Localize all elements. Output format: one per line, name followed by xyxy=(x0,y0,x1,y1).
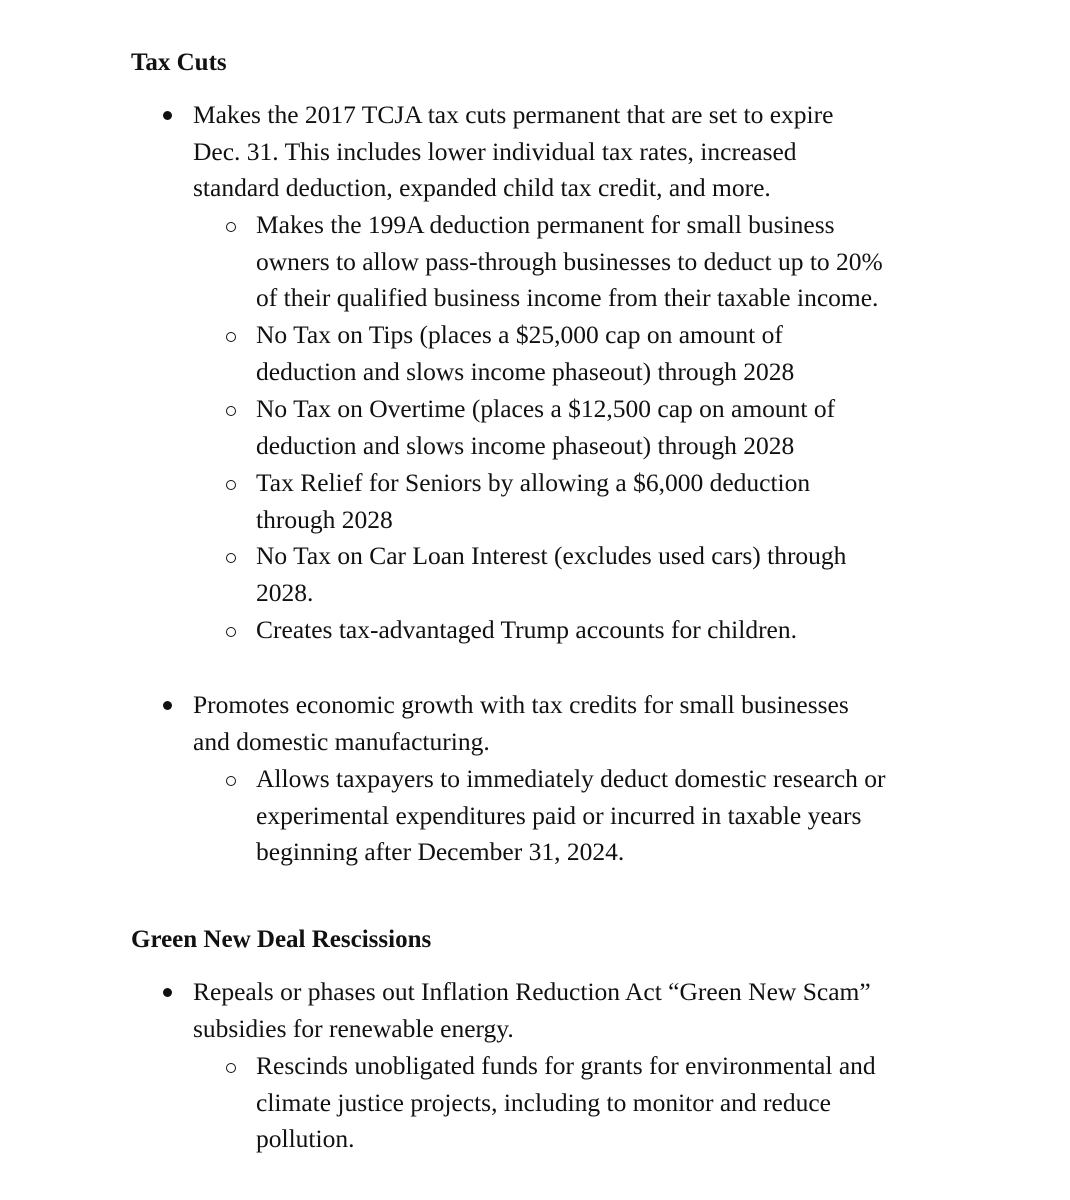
filled-bullet-icon xyxy=(163,701,172,710)
subitem-trump-accounts xyxy=(256,612,797,649)
subitem-text-line: climate justice projects, including to monitor and reduce xyxy=(256,1087,831,1117)
subitem-research-expenditures xyxy=(256,761,886,871)
filled-bullet-icon xyxy=(163,111,172,120)
subitem-text-line: 2028. xyxy=(256,577,314,607)
hollow-bullet-icon xyxy=(226,776,236,786)
bullet-text-line: Makes the 2017 TCJA tax cuts permanent that are set to expire xyxy=(193,100,834,129)
subitem-text-line: No Tax on Overtime (places a $12,500 cap on amount of xyxy=(256,394,836,423)
subitem-text-line: Creates tax-advantaged Trump accounts for children. xyxy=(256,615,798,644)
bullet-ira-repeal xyxy=(193,974,871,1047)
subitem-text-line: experimental expenditures paid or incurred in taxable years xyxy=(256,800,862,830)
subitem-no-tax-car-loan xyxy=(256,538,846,611)
subitem-text-line: Allows taxpayers to immediately deduct domestic research or xyxy=(256,764,886,793)
bullet-text-line: subsidies for renewable energy. xyxy=(193,1013,514,1043)
bullet-text-line: Dec. 31. This includes lower individual tax rates, increased xyxy=(193,136,797,166)
subitem-text-line: Tax Relief for Seniors by allowing a $6,000 deduction xyxy=(256,468,811,497)
subitem-no-tax-on-overtime xyxy=(256,391,835,464)
subitem-text-line: beginning after December 31, 2024. xyxy=(256,837,625,867)
subitem-no-tax-on-tips xyxy=(256,317,794,390)
hollow-bullet-icon xyxy=(226,480,236,490)
bullet-tcja-permanent xyxy=(193,97,833,207)
hollow-bullet-icon xyxy=(226,332,236,342)
section-heading-tax-cuts: Tax Cuts xyxy=(131,49,227,76)
subitem-text-line: Makes the 199A deduction permanent for small business xyxy=(256,210,835,239)
subitem-199a-deduction xyxy=(256,207,883,317)
bullet-text-line: Promotes economic growth with tax credits for small businesses xyxy=(193,690,849,719)
hollow-bullet-icon xyxy=(226,553,236,563)
subitem-text-line: through 2028 xyxy=(256,504,393,534)
subitem-text-line: No Tax on Tips (places a $25,000 cap on amount of xyxy=(256,320,783,349)
bullet-text-line: and domestic manufacturing. xyxy=(193,726,490,756)
subitem-tax-relief-seniors xyxy=(256,465,810,538)
bullet-economic-growth xyxy=(193,687,849,760)
subitem-text-line: Rescinds unobligated funds for grants for environmental and xyxy=(256,1051,876,1080)
hollow-bullet-icon xyxy=(226,627,236,637)
subitem-text-line: No Tax on Car Loan Interest (excludes used cars) through xyxy=(256,541,847,570)
subitem-text-line: pollution. xyxy=(256,1124,355,1154)
subitem-text-line: deduction and slows income phaseout) through 2028 xyxy=(256,356,795,386)
hollow-bullet-icon xyxy=(226,1063,236,1073)
subitem-rescinds-funds xyxy=(256,1048,876,1158)
subitem-text-line: deduction and slows income phaseout) through 2028 xyxy=(256,430,795,460)
bullet-text-line: standard deduction, expanded child tax credit, and more. xyxy=(193,173,771,203)
bullet-text-line: Repeals or phases out Inflation Reduction Act “Green New Scam” xyxy=(193,977,871,1006)
hollow-bullet-icon xyxy=(226,222,236,232)
hollow-bullet-icon xyxy=(226,406,236,416)
subitem-text-line: of their qualified business income from their taxable income. xyxy=(256,283,879,313)
section-heading-green-new-deal: Green New Deal Rescissions xyxy=(131,926,432,953)
filled-bullet-icon xyxy=(163,988,172,997)
subitem-text-line: owners to allow pass-through businesses to deduct up to 20% xyxy=(256,246,883,276)
